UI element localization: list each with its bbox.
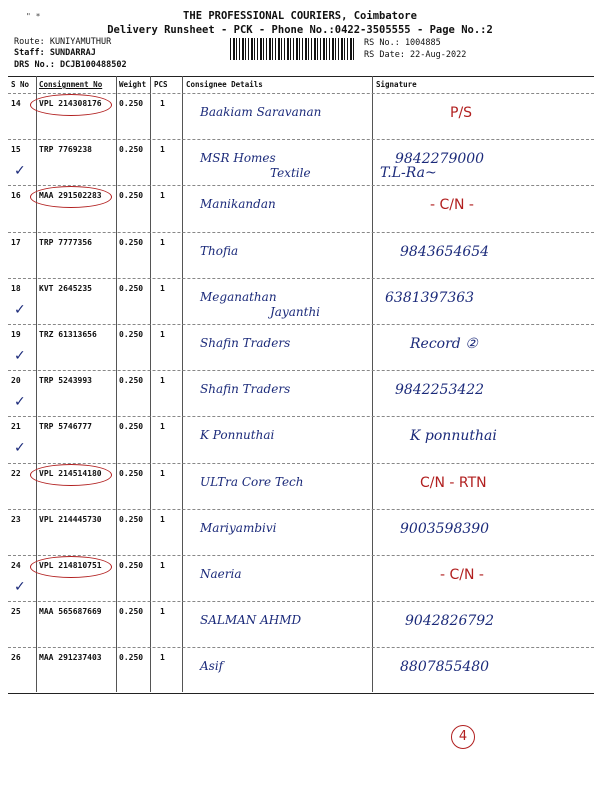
row-consignment: MAA 565687669 [39, 607, 102, 617]
row-sno: 24 [11, 561, 21, 570]
route-label: Route: KUNIYAMUTHUR [14, 37, 112, 47]
col-consignee: Consignee Details [186, 80, 263, 89]
row-sno: 17 [11, 237, 21, 247]
table-row [8, 647, 594, 648]
signature-handwritten: 8807855480 [400, 659, 490, 676]
row-weight: 0.250 [119, 422, 144, 432]
signature-handwritten: Record ② [410, 336, 478, 352]
row-pcs: 1 [160, 514, 165, 524]
table-row [8, 232, 594, 233]
red-circle-annotation [30, 464, 112, 486]
consignee-handwritten: Shafin Traders [200, 382, 291, 397]
signature-handwritten: - C/N - [440, 567, 484, 583]
consignee-handwritten: ULTra Core Tech [200, 474, 304, 489]
row-pcs: 1 [160, 422, 165, 432]
check-mark-icon: ✓ [14, 440, 26, 457]
signature-handwritten: 9042826792 [405, 613, 495, 630]
table-row [8, 370, 594, 371]
consignee-handwritten: Mariyambivi [200, 520, 277, 535]
row-sno: 16 [11, 191, 21, 201]
table-row [8, 93, 594, 94]
consignee-handwritten-line2: Jayanthi [270, 304, 321, 319]
row-pcs: 1 [160, 191, 165, 201]
row-weight: 0.250 [119, 607, 144, 617]
table-row [8, 463, 594, 464]
row-consignment: TRP 7777356 [39, 237, 92, 247]
row-sno: 25 [11, 607, 21, 617]
row-weight: 0.250 [119, 283, 144, 293]
row-pcs: 1 [160, 561, 165, 570]
check-mark-icon: ✓ [14, 348, 26, 364]
consignee-handwritten: SALMAN AHMD [200, 613, 302, 628]
row-pcs: 1 [160, 99, 165, 108]
row-sno: 23 [11, 514, 21, 524]
row-pcs: 1 [160, 330, 165, 339]
row-sno: 19 [11, 330, 21, 339]
signature-handwritten: 9843654654 [400, 243, 490, 260]
row-pcs: 1 [160, 653, 165, 663]
consignee-handwritten: Asif [200, 659, 224, 674]
row-pcs: 1 [160, 283, 165, 293]
table-row [8, 555, 594, 556]
row-sno: 18 [11, 283, 21, 293]
row-weight: 0.250 [119, 514, 144, 524]
row-pcs: 1 [160, 145, 165, 155]
table-row [8, 509, 594, 510]
page-mark: 4 [451, 725, 475, 749]
signature-handwritten: P/S [450, 105, 473, 121]
red-circle-annotation [30, 94, 112, 116]
row-consignment: TRZ 61313656 [39, 330, 97, 339]
check-mark-icon: ✓ [14, 301, 26, 318]
staff-label: Staff: SUNDARRAJ [14, 48, 96, 58]
row-sno: 15 [11, 145, 21, 155]
signature-handwritten: 6381397363 [385, 289, 475, 306]
row-consignment: MAA 291502283 [39, 191, 102, 201]
signature-handwritten: 9842253422 [395, 382, 485, 399]
consignee-handwritten: Meganathan [200, 289, 277, 304]
row-weight: 0.250 [119, 653, 144, 663]
rs-number: RS No.: 1004885 [364, 38, 441, 48]
consignee-handwritten: Shafin Traders [200, 336, 291, 350]
table-row [8, 601, 594, 602]
consignee-handwritten: Thofia [200, 243, 239, 258]
col-consignment: Consignment No [39, 80, 103, 89]
row-weight: 0.250 [119, 330, 144, 339]
document-title: THE PROFESSIONAL COURIERS, Coimbatore [183, 10, 417, 22]
consignee-handwritten: MSR Homes [200, 151, 276, 166]
row-sno: 21 [11, 422, 21, 432]
table-row [8, 185, 594, 186]
barcode [230, 38, 355, 60]
check-mark-icon: ✓ [14, 579, 26, 595]
signature-handwritten: - C/N - [430, 197, 474, 214]
col-signature: Signature [376, 80, 417, 89]
table-row [8, 416, 594, 417]
row-weight: 0.250 [119, 237, 144, 247]
document-subtitle: Delivery Runsheet - PCK - Phone No.:0422-3505555 - Page No.:2 [107, 24, 493, 36]
consignee-handwritten: Manikandan [200, 197, 276, 212]
row-sno: 22 [11, 468, 21, 478]
drs-number: DRS No.: DCJB100488502 [14, 60, 127, 70]
row-consignment: MAA 291237403 [39, 653, 102, 663]
col-weight: Weight [119, 80, 147, 89]
red-circle-annotation [30, 556, 112, 578]
consignee-handwritten-line2: Textile [270, 166, 311, 181]
row-pcs: 1 [160, 237, 165, 247]
table-row [8, 324, 594, 325]
table-row [8, 278, 594, 279]
row-weight: 0.250 [119, 191, 144, 201]
row-pcs: 1 [160, 607, 165, 617]
rs-date: RS Date: 22-Aug-2022 [364, 50, 467, 60]
row-weight: 0.250 [119, 561, 144, 570]
check-mark-icon: ✓ [14, 394, 26, 411]
row-weight: 0.250 [119, 376, 144, 386]
row-consignment: KVT 2645235 [39, 283, 92, 293]
signature-handwritten: C/N - RTN [420, 474, 487, 491]
row-consignment: VPL 214810751 [39, 561, 102, 570]
row-consignment: TRP 5243993 [39, 376, 92, 386]
signature-note: T.L-Ra~ [380, 165, 437, 182]
signature-handwritten: 9842279000 [395, 151, 485, 168]
row-weight: 0.250 [119, 145, 144, 155]
row-consignment: VPL 214308176 [39, 99, 102, 108]
consignee-handwritten: Baakiam Saravanan [200, 105, 322, 119]
row-sno: 26 [11, 653, 21, 663]
consignee-handwritten: K Ponnuthai [200, 428, 275, 443]
row-weight: 0.250 [119, 468, 144, 478]
corner-mark: " * [26, 12, 41, 21]
row-consignment: TRP 5746777 [39, 422, 92, 432]
row-pcs: 1 [160, 376, 165, 386]
row-sno: 20 [11, 376, 21, 386]
col-pcs: PCS [154, 80, 168, 89]
signature-handwritten: 9003598390 [400, 520, 490, 537]
col-sno: S No [11, 80, 30, 89]
row-pcs: 1 [160, 468, 165, 478]
table-row [8, 139, 594, 140]
check-mark-icon: ✓ [14, 163, 26, 180]
row-sno: 14 [11, 99, 21, 108]
signature-handwritten: K ponnuthai [410, 428, 497, 445]
row-weight: 0.250 [119, 99, 144, 108]
consignee-handwritten: Naeria [200, 567, 242, 581]
row-consignment: VPL 214514180 [39, 468, 102, 478]
row-consignment: TRP 7769238 [39, 145, 92, 155]
row-consignment: VPL 214445730 [39, 514, 102, 524]
